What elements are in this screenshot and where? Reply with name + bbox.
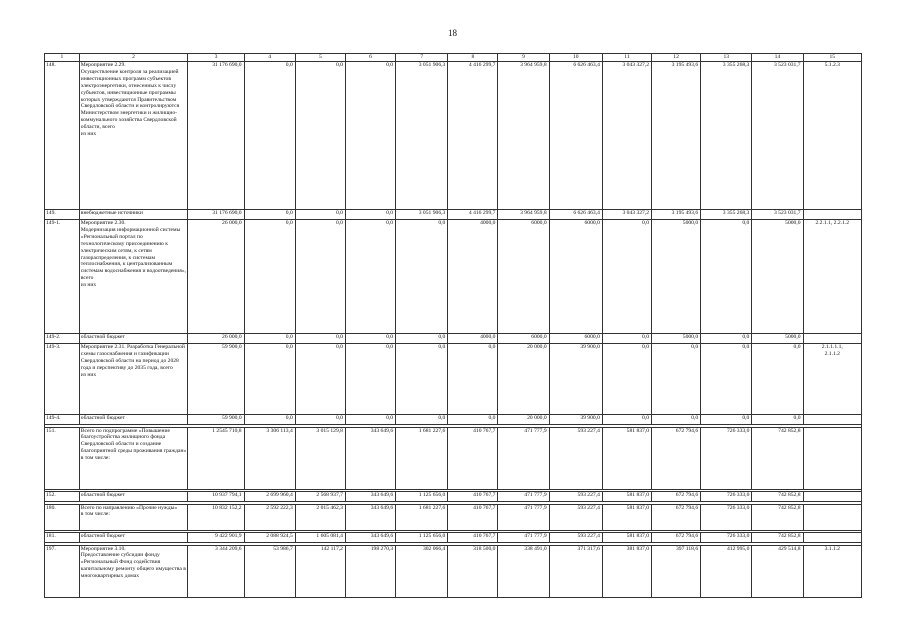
amount-cell: 412 995,0 [701,545,752,597]
amount-cell: 581 837,0 [602,492,651,502]
amount-cell: 410 767,7 [448,504,498,530]
amount-cell: 31 176 690,0 [188,210,244,220]
target-code-cell [803,504,861,530]
table-row [45,545,862,597]
amount-cell: 0,0 [396,415,448,425]
table-body [45,62,862,598]
amount-cell: 2 568 937,7 [295,492,345,502]
amount-cell: 593 227,4 [549,533,602,543]
row-number-cell: 152. [45,492,80,502]
amount-cell: 0,0 [701,220,752,334]
amount-cell: 3 344 209,6 [188,545,244,597]
table-row [45,210,862,220]
amount-cell: 318 500,0 [448,545,498,597]
amount-cell: 3 051 906,3 [396,210,448,220]
target-code-cell [803,492,861,502]
amount-cell: 0,0 [345,415,395,425]
amount-cell: 5000,0 [752,334,803,344]
column-number-12: 12 [652,54,701,62]
amount-cell: 593 227,4 [549,427,602,489]
table-row [45,415,862,425]
amount-cell: 338 491,0 [498,545,549,597]
row-number-cell: 197. [45,545,80,597]
amount-cell: 0,0 [345,334,395,344]
amount-cell: 59 900,0 [188,344,244,415]
amount-cell: 6000,0 [549,220,602,334]
amount-cell: 1 681 227,6 [396,427,448,489]
amount-cell: 3 523 031,7 [752,62,803,210]
amount-cell: 343 649,6 [345,533,395,543]
column-number-13: 13 [701,54,752,62]
amount-cell: 371 317,6 [549,545,602,597]
amount-cell: 471 777,9 [498,427,549,489]
amount-cell: 3 964 959,8 [498,62,549,210]
table-row [45,427,862,489]
amount-cell: 3 043 327,2 [602,210,651,220]
table-row [45,220,862,334]
amount-cell: 471 777,9 [498,492,549,502]
amount-cell: 0,0 [448,415,498,425]
row-name-cell: Всего по подпрограмме «Повышение благоустройства жилищного фонда Свердловской области и создание благоприятной среды проживания граждан» в том числе: [79,427,188,489]
program-table [44,53,862,598]
amount-cell: 0,0 [652,415,701,425]
amount-cell: 742 852,8 [752,533,803,543]
amount-cell: 0,0 [244,210,295,220]
column-number-4: 4 [244,54,295,62]
column-number-8: 8 [448,54,498,62]
amount-cell: 2 088 924,5 [244,533,295,543]
amount-cell: 0,0 [295,334,345,344]
amount-cell: 302 066,4 [396,545,448,597]
amount-cell: 343 649,6 [345,504,395,530]
amount-cell: 4000,0 [448,334,498,344]
amount-cell: 5000,0 [652,334,701,344]
target-code-cell [803,427,861,489]
amount-cell: 0,0 [295,344,345,415]
amount-cell: 0,0 [345,344,395,415]
column-number-9: 9 [498,54,549,62]
row-name-cell: Мероприятие 3.10. Предоставление субсидии фонду «Региональный Фонд содействия капитальному ремонту общего имущества в многоквартирных домах [79,545,188,597]
amount-cell: 3 043 327,2 [602,62,651,210]
amount-cell: 3 964 959,8 [498,210,549,220]
target-code-cell [803,533,861,543]
amount-cell: 0,0 [701,415,752,425]
amount-cell: 0,0 [396,220,448,334]
amount-cell: 0,0 [345,220,395,334]
amount-cell: 10 832 152,2 [188,504,244,530]
column-number-row [45,54,862,62]
amount-cell: 6000,0 [498,220,549,334]
amount-cell: 0,0 [244,220,295,334]
amount-cell: 142 117,2 [295,545,345,597]
amount-cell: 581 837,0 [602,533,651,543]
amount-cell: 53 986,7 [244,545,295,597]
row-name-cell: областной бюджет [79,533,188,543]
amount-cell: 39 900,0 [549,415,602,425]
amount-cell: 0,0 [752,344,803,415]
target-code-cell: 5.1.2.3 [803,62,861,210]
amount-cell: 2 699 960,4 [244,492,295,502]
amount-cell: 0,0 [602,220,651,334]
amount-cell: 20 000,0 [498,344,549,415]
row-number-cell: 149-1. [45,220,80,334]
amount-cell: 39 900,0 [549,344,602,415]
amount-cell: 59 900,0 [188,415,244,425]
amount-cell: 726 333,0 [701,427,752,489]
row-name-cell: Всего по направлению «Прочие нужды» в том числе: [79,504,188,530]
amount-cell: 0,0 [295,220,345,334]
amount-cell: 726 333,0 [701,533,752,543]
amount-cell: 0,0 [295,415,345,425]
amount-cell: 397 118,6 [652,545,701,597]
amount-cell: 0,0 [345,62,395,210]
amount-cell: 742 852,8 [752,504,803,530]
amount-cell: 3 355 268,3 [701,210,752,220]
amount-cell: 726 333,0 [701,504,752,530]
table-row [45,62,862,210]
row-name-cell: Мероприятие 2.30. Модернизация информационной системы «Региональный портал по технологическому присоединению к электрическим сетям, к сетям газораспределения, к системам теплоснабжения, к централизованным системам водоснабжения и водоотведения», всего из них [79,220,188,334]
column-number-14: 14 [752,54,803,62]
amount-cell: 471 777,9 [498,504,549,530]
amount-cell: 10 937 794,1 [188,492,244,502]
row-number-cell: 148. [45,62,80,210]
column-number-3: 3 [188,54,244,62]
amount-cell: 742 852,8 [752,427,803,489]
amount-cell: 6 626 463,4 [549,210,602,220]
amount-cell: 471 777,9 [498,533,549,543]
amount-cell: 343 649,6 [345,492,395,502]
amount-cell: 3 306 113,4 [244,427,295,489]
row-name-cell: областной бюджет [79,492,188,502]
amount-cell: 0,0 [244,344,295,415]
amount-cell: 3 195 493,6 [652,62,701,210]
amount-cell: 429 514,8 [752,545,803,597]
row-number-cell: 181. [45,533,80,543]
row-name-cell: областной бюджет [79,415,188,425]
amount-cell: 1 125 656,0 [396,492,448,502]
amount-cell: 4 416 299,7 [448,62,498,210]
table-row [45,504,862,530]
amount-cell: 6000,0 [498,334,549,344]
target-code-cell [803,334,861,344]
amount-cell: 26 000,0 [188,220,244,334]
column-number-2: 2 [79,54,188,62]
amount-cell: 1 2545 710,8 [188,427,244,489]
table-row [45,334,862,344]
amount-cell: 31 176 690,0 [188,62,244,210]
row-name-cell: областной бюджет [79,334,188,344]
amount-cell: 0,0 [244,334,295,344]
amount-cell: 20 000,0 [498,415,549,425]
amount-cell: 0,0 [396,344,448,415]
amount-cell: 726 333,0 [701,492,752,502]
amount-cell: 2 592 222,3 [244,504,295,530]
column-number-15: 15 [803,54,861,62]
table-row [45,533,862,543]
amount-cell: 198 270,3 [345,545,395,597]
amount-cell: 0,0 [244,415,295,425]
column-number-7: 7 [396,54,448,62]
amount-cell: 1 681 227,6 [396,504,448,530]
amount-cell: 672 794,6 [652,533,701,543]
row-number-cell: 149-2. [45,334,80,344]
amount-cell: 3 051 906,3 [396,62,448,210]
amount-cell: 5000,0 [752,220,803,334]
amount-cell: 1 125 656,0 [396,533,448,543]
column-number-6: 6 [345,54,395,62]
amount-cell: 0,0 [448,344,498,415]
amount-cell: 6 626 463,4 [549,62,602,210]
amount-cell: 9 422 901,9 [188,533,244,543]
amount-cell: 0,0 [652,344,701,415]
amount-cell: 0,0 [295,210,345,220]
amount-cell: 2 015 462,3 [295,504,345,530]
amount-cell: 3 015 129,8 [295,427,345,489]
column-number-11: 11 [602,54,651,62]
table-row [45,344,862,415]
amount-cell: 0,0 [602,344,651,415]
row-name-cell: Мероприятие 2.31. Разработка Генеральной схемы газоснабжения и газификации Свердловской области на период до 2028 года и перспективу до 2035 года, всего из них [79,344,188,415]
amount-cell: 672 794,6 [652,492,701,502]
table-row [45,492,862,502]
amount-cell: 343 649,6 [345,427,395,489]
amount-cell: 4000,0 [448,220,498,334]
row-number-cell: 149-3. [45,344,80,415]
amount-cell: 410 767,7 [448,533,498,543]
amount-cell: 0,0 [244,62,295,210]
column-number-1: 1 [45,54,80,62]
amount-cell: 581 837,0 [602,427,651,489]
row-number-cell: 149. [45,210,80,220]
amount-cell: 0,0 [701,334,752,344]
amount-cell: 3 195 493,6 [652,210,701,220]
row-number-cell: 180. [45,504,80,530]
row-name-cell: Мероприятие 2.29. Осуществление контроля за реализацией инвестиционных программ субъектов электроэнергетики, отнесенных к числу субъектов, инвестиционные программы которых утверждаются Правительством Свердловской области и контролируются Министерством энергетики и жилищно-коммунального хозяйства Свердловской области, всего из них [79,62,188,210]
amount-cell: 0,0 [752,415,803,425]
amount-cell: 593 227,4 [549,492,602,502]
amount-cell: 593 227,4 [549,504,602,530]
target-code-cell: 2.2.1.1, 2.2.1.2 [803,220,861,334]
row-name-cell: внебюджетные источники [79,210,188,220]
amount-cell: 672 794,6 [652,504,701,530]
amount-cell: 581 837,0 [602,504,651,530]
amount-cell: 3 355 268,3 [701,62,752,210]
row-number-cell: 151. [45,427,80,489]
amount-cell: 0,0 [396,334,448,344]
target-code-cell: 2.1.1.1.1, 2.1.1.2 [803,344,861,415]
amount-cell: 672 794,6 [652,427,701,489]
row-number-cell: 149-4. [45,415,80,425]
amount-cell: 6000,0 [549,334,602,344]
amount-cell: 410 767,7 [448,427,498,489]
amount-cell: 0,0 [602,415,651,425]
target-code-cell [803,210,861,220]
amount-cell: 3 523 031,7 [752,210,803,220]
target-code-cell [803,415,861,425]
amount-cell: 1 605 081,4 [295,533,345,543]
amount-cell: 0,0 [295,62,345,210]
column-number-10: 10 [549,54,602,62]
amount-cell: 0,0 [602,334,651,344]
target-code-cell: 3.1.1.2 [803,545,861,597]
page-number: 18 [448,28,457,38]
amount-cell: 410 767,7 [448,492,498,502]
amount-cell: 742 852,8 [752,492,803,502]
column-number-5: 5 [295,54,345,62]
amount-cell: 381 837,0 [602,545,651,597]
amount-cell: 0,0 [701,344,752,415]
amount-cell: 4 416 299,7 [448,210,498,220]
amount-cell: 26 000,0 [188,334,244,344]
amount-cell: 5000,0 [652,220,701,334]
amount-cell: 0,0 [345,210,395,220]
